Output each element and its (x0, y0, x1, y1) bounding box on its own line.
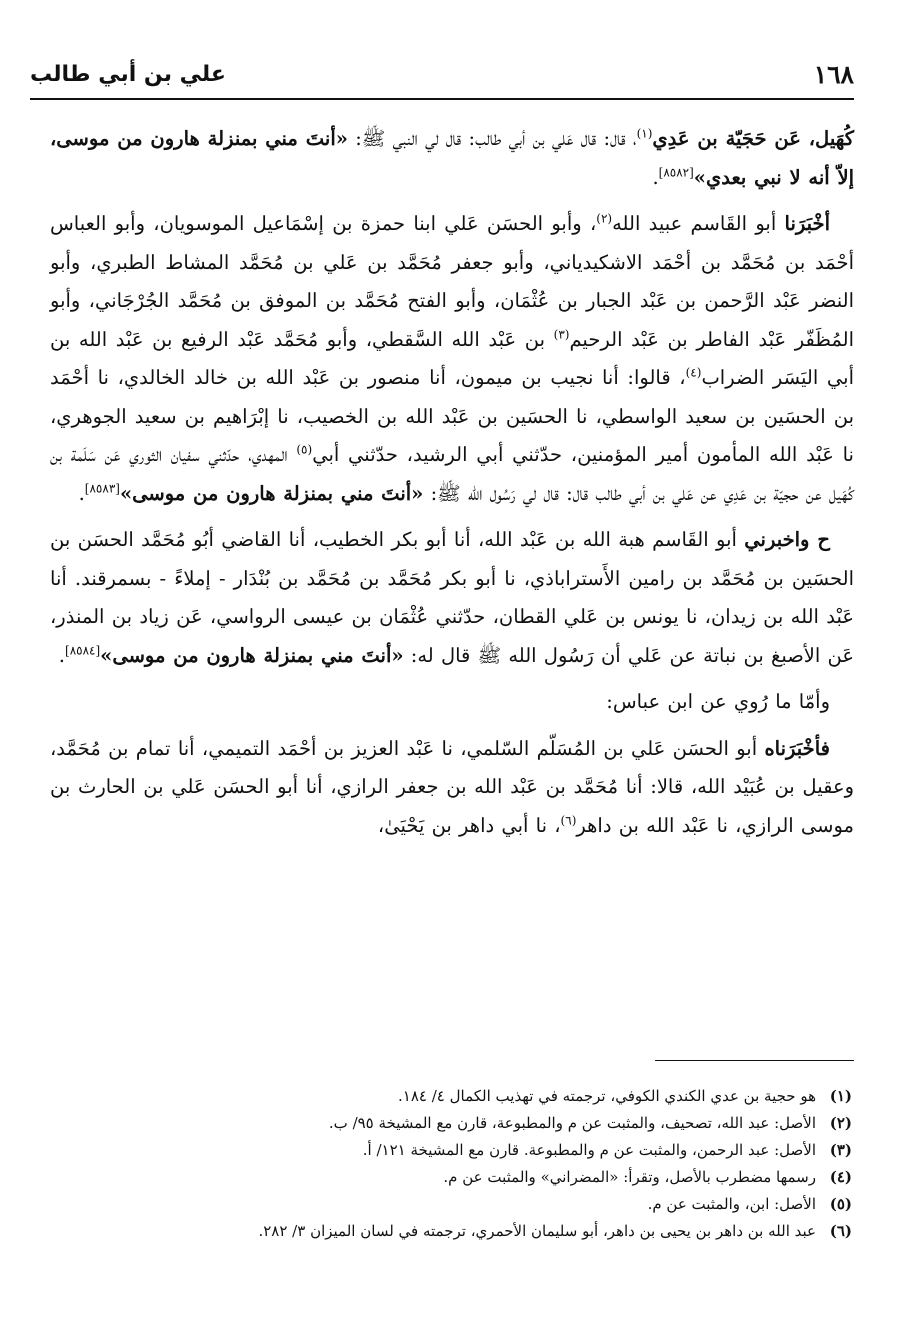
footnote-text: هو حجية بن عدي الكندي الكوفي، ترجمته في تهذيب الكمال ٤/ ١٨٤. (398, 1087, 816, 1105)
footnote-marker: (٥) (296, 442, 313, 457)
page-number: ١٦٨ (813, 60, 854, 89)
footnote-5 (90, 1191, 852, 1218)
footnote-marker: (٦) (560, 813, 577, 827)
text-run: أبو الحسَن عَلي بن المُسَلّم السّلمي، نا عَبْد العزيز بن أحْمَد التميمي، أنا تمام بن مُحَمَّد، وعقيل بن عُبَيْد الله، قالا: أنا مُحَمَّد بن عَبْد الله بن جعفر الرازي، أنا أبو الحسَن عَلي بن الحارث بن موسى الرازي، نا عَبْد الله بن داهر (50, 736, 854, 837)
footnote-text: رسمها مضطرب بالأصل، وتقرأ: «المضراني» والمثبت عن م. (443, 1168, 816, 1186)
footnote-marker: (٣) (553, 327, 570, 341)
text-run: . (652, 165, 659, 189)
text-run: أبو القَاسم عبيد الله (612, 212, 785, 235)
footnote-number: (٦) (829, 1222, 852, 1240)
footnote-marker: (١) (636, 126, 653, 141)
header-rule (30, 98, 854, 100)
footnote-text: عبد الله بن داهر بن يحيى بن داهر، أبو سليمان الأحمري، ترجمته في لسان الميزان ٣/ ٢٨٢. (258, 1222, 816, 1240)
bold-text: «أنتَ مني بمنزلة هارون من موسى» (119, 481, 424, 505)
paragraph-3 (50, 521, 854, 675)
footnote-number: (٣) (829, 1141, 852, 1159)
running-title: علي بن أبي طالب (30, 62, 226, 87)
page-header (30, 58, 854, 98)
footnote-marker: (٤) (685, 365, 702, 380)
main-text (50, 120, 854, 853)
paragraph-4 (50, 683, 854, 722)
footnotes (90, 1083, 852, 1245)
bold-text: «أنتَ مني بمنزلة هارون من موسى» (100, 643, 404, 667)
footnote-marker: [٨٥٨٤] (65, 643, 101, 657)
footnote-6 (90, 1218, 852, 1245)
text-run: المهدي، حدّثني سفيان الثوري عَن سَلَمة بن كُهَيل عن حجيّة بن عَدِي عن عَلي بن أبي طالب قال: قال لي رَسُول الله ﷺ: (50, 443, 854, 505)
bold-text: ح واخبرني (744, 528, 830, 551)
text-run: ، وأبو الحسَن عَلي ابنا حمزة بن إسْمَاعيل الموسويان، وأبو العباس أحْمَد بن مُحَمَّد بن أحْمَد الاشكيدياني، وأبو جعفر مُحَمَّد بن عَلي بن مُحَمَّد المشاط الطبري، وأبو النضر عَبْد الرَّحمن بن عَبْد الجبار بن عُثْمَان، وأبو الفتح مُحَمَّد بن الموفق بن مُحَمَّد الجُرْجَاني، وأبو المُظَفّر عَبْد الفاطر بن عَبْد الرحيم (50, 212, 854, 351)
footnote-marker: (٢) (596, 211, 613, 226)
footnote-text: الأصل: عبد الله، تصحيف، والمثبت عن م والمطبوعة، قارن مع المشيخة ٩٥/ ب. (328, 1114, 816, 1132)
footnote-number: (٤) (829, 1168, 852, 1186)
footnote-number: (٥) (829, 1195, 852, 1213)
bold-text: فأخْبَرَناه (764, 736, 830, 760)
text-run: وأمّا ما رُوي عن ابن عباس: (606, 690, 830, 713)
bold-text: أخْبَرَنا (784, 212, 830, 235)
footnote-text: الأصل: عبد الرحمن، والمثبت عن م والمطبوعة. قارن مع المشيخة ١٢١/ أ. (362, 1141, 816, 1159)
footnote-3 (90, 1137, 852, 1164)
footnote-number: (٢) (829, 1114, 852, 1132)
paragraph-1 (50, 120, 854, 197)
paragraph-5 (50, 730, 854, 846)
paragraph-2 (50, 205, 854, 513)
footnote-marker: [٨٥٨٣] (84, 481, 120, 495)
text-run: بن عَبْد الله السَّقطي، وأبو مُحَمَّد عَبْد الرفيع بن عَبْد الله بن أبي اليَسَر الضراب (50, 327, 854, 389)
footnote-1 (90, 1083, 852, 1110)
text-run: أبو القَاسم هبة الله بن عَبْد الله، أنا أبو بكر الخطيب، أنا القاضي أبُو مُحَمَّد الحسَن بن الحسَين بن مُحَمَّد بن رامين الأَستراباذي، نا أبو بكر مُحَمَّد بن مُحَمَّد بن بُنْدَار - إملاءً - بسمرقند. أنا عَبْد الله بن زيدان، نا يونس بن عَلي القطان، حدّثني عُثْمَان بن عيسى الرواسي، عَن زياد بن المنذر، عَن الأصبغ بن نباتة عن عَلي أن رَسُول الله ﷺ قال له: (50, 528, 854, 667)
text-run: . (58, 643, 65, 667)
footnote-number: (١) (829, 1087, 852, 1105)
text-run: . (78, 481, 85, 505)
bold-text: «أنتَ مني بمنزلة هارون من موسى، إلاّ أنه لا نبي بعدي» (50, 127, 854, 189)
footnote-4 (90, 1164, 852, 1191)
bold-text: كُهَيل، عَن حَجَيّة بن عَدِي (652, 127, 854, 150)
text-run: ، نا أبي داهر بن يَحْيَىٰ، (377, 813, 561, 837)
footnote-text: الأصل: ابن، والمثبت عن م. (647, 1195, 816, 1213)
text-run: ، قالوا: أنا نجيب بن ميمون، أنا منصور بن عَبْد الله بن خالد الخالدي، نا أحْمَد بن الحسَين بن سعيد الواسطي، نا الحسَين بن عَبْد الله بن الخصيب، نا إبْرَاهيم بن سعيد الجوهري، نا عَبْد الله المأمون أمير المؤمنين، حدّثني أبي الرشيد، حدّثني أبي (50, 366, 854, 466)
footnote-marker: [٨٥٨٢] (658, 165, 694, 179)
footnote-rule (655, 1060, 854, 1061)
text-run: ، قال: قال عَلي بن أبي طالب: قال لي النبي ﷺ: (347, 127, 637, 150)
footnote-2 (90, 1110, 852, 1137)
